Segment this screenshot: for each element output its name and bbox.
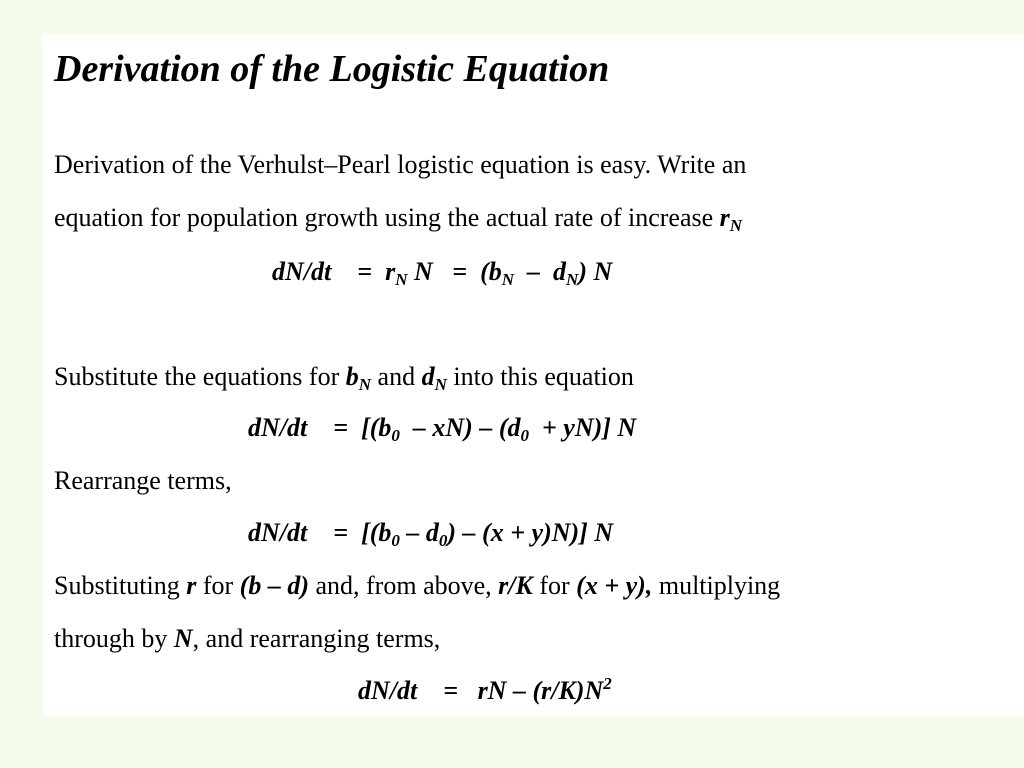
- para4-line2: through by N, and rearranging terms,: [54, 624, 441, 653]
- para4-line1: Substituting r for (b – d) and, from above, r/K for (x + y), multiplying: [54, 571, 781, 600]
- para3-line: Rearrange terms,: [54, 466, 232, 495]
- para1-line2: equation for population growth using the actual rate of increase $r_N$: [54, 203, 743, 235]
- equation-4: dN/dt = rN – $(r/K)N^2$: [358, 674, 612, 705]
- para2-line: Substitute the equations for $b_N$ and $d_N$ into this equation: [54, 362, 634, 394]
- para1-line1: Derivation of the Verhulst–Pearl logistic equation is easy. Write an: [54, 150, 747, 179]
- equation-2: dN/dt = $[(b_0 - xN) - (d_0 + yN)]$ N: [248, 413, 637, 445]
- slide-title: Derivation of the Logistic Equation: [54, 48, 610, 90]
- equation-1: dN/dt = $r_N$ N = $(b_N - d_N)$ N: [272, 257, 613, 289]
- equation-3: dN/dt = $[(b_0 - d_0) - (x + y)N)$] N: [248, 518, 614, 550]
